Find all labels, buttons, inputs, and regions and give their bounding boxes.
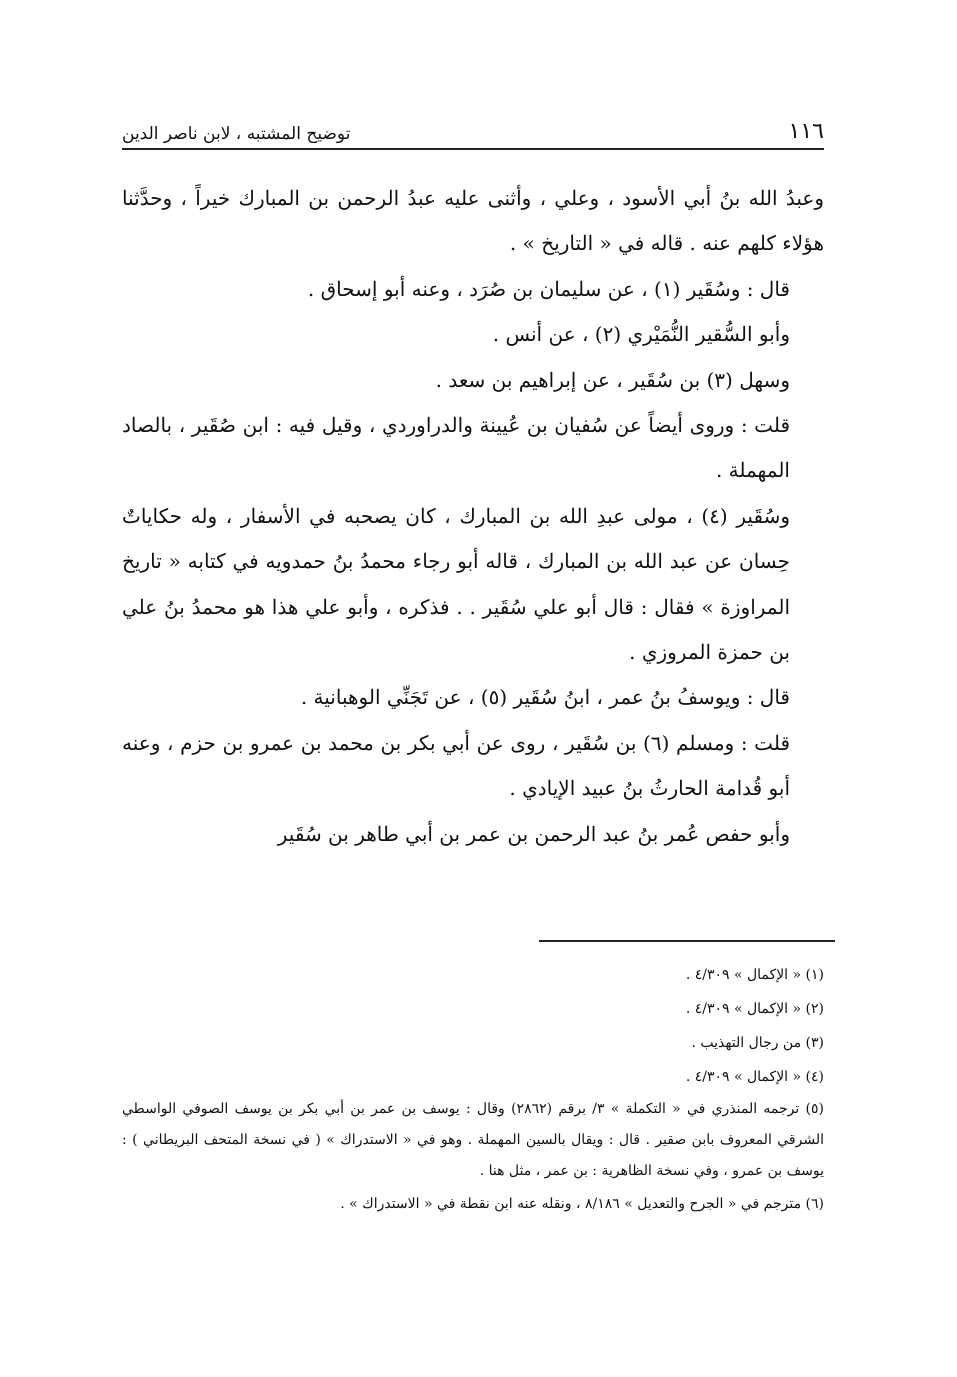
paragraph-1: وعبدُ الله بنُ أبي الأسود ، وعلي ، وأثنى عليه عبدُ الرحمن بن المبارك خيراً ، وحدَّثنا هؤلاء كلهم عنه . قاله في « التاريخ » . <box>122 186 824 256</box>
footnote-3: (٣) من رجال التهذيب . <box>691 1035 824 1051</box>
paragraph-6: وسُقَير (٤) ، مولى عبدِ الله بن المبارك ، كان يصحبه في الأسفار ، وله حكاياتٌ حِسان عن عبد الله بن المبارك ، قاله أبو رجاء محمدُ بنُ حمدويه في كتابه « تاريخ المراوزة » فقال : قال أبو علي سُقَير . . فذكره ، وأبو علي هذا هو محمدُ بنُ علي بن حمزة المروزي . <box>122 503 790 665</box>
footnote-4: (٤) « الإكمال » ٤/٣٠٩ . <box>685 1069 824 1085</box>
paragraph-7: قال : ويوسفُ بنُ عمر ، ابنُ سُقَير (٥) ، عن تَجَنِّي الوهبانية . <box>300 685 790 710</box>
footnote-6: (٦) مترجم في « الجرح والتعديل » ٨/١٨٦ ، ونقله عنه ابن نقطة في « الاستدراك » . <box>340 1196 824 1212</box>
page-number: ١١٦ <box>788 119 824 144</box>
paragraph-2: قال : وسُقَير (١) ، عن سليمان بن صُرَد ، وعنه أبو إسحاق . <box>307 276 790 301</box>
paragraph-5: قلت : وروى أيضاً عن سُفيان بن عُيينة والدراوردي ، وقيل فيه : ابن صُقَير ، بالصاد المهملة . <box>122 413 790 483</box>
footnote-rule <box>539 940 835 942</box>
paragraph-3: وأبو السُّقير النُّمَيْري (٢) ، عن أنس . <box>492 322 790 347</box>
footnote-2: (٢) « الإكمال » ٤/٣٠٩ . <box>685 1001 824 1017</box>
paragraph-9: وأبو حفص عُمر بنُ عبد الرحمن بن عمر بن أبي طاهر بن سُقَير <box>277 821 790 846</box>
footnote-5: (٥) ترجمه المنذري في « التكملة » ٣/ برقم (٢٨٦٢) وقال : يوسف بن عمر بن أبي بكر بن يوسف الصوفي الواسطي الشرقي المعروف بابن صقير . قال : ويقال بالسين المهملة . وهو في « الاستدراك » ( في نسخة المتحف البريطاني ) : يوسف بن عمرو ، وفي نسخة الظاهرية : بن عمر ، مثل هنا . <box>122 1101 824 1179</box>
running-title: توضيح المشتبه ، لابن ناصر الدين <box>122 124 351 144</box>
main-text <box>122 176 824 857</box>
paragraph-8: قلت : ومسلم (٦) بن سُقَير ، روى عن أبي بكر بن محمد بن عمرو بن حزم ، وعنه أبو قُدامة الحارثُ بنُ عبيد الإيادي . <box>122 730 791 801</box>
page-header <box>122 100 824 144</box>
paragraph-4: وسهل (٣) بن سُقَير ، عن إبراهيم بن سعد . <box>435 367 790 392</box>
footnotes <box>122 958 824 1221</box>
footnote-1: (١) « الإكمال » ٤/٣٠٩ . <box>685 967 824 983</box>
header-rule <box>122 148 824 150</box>
